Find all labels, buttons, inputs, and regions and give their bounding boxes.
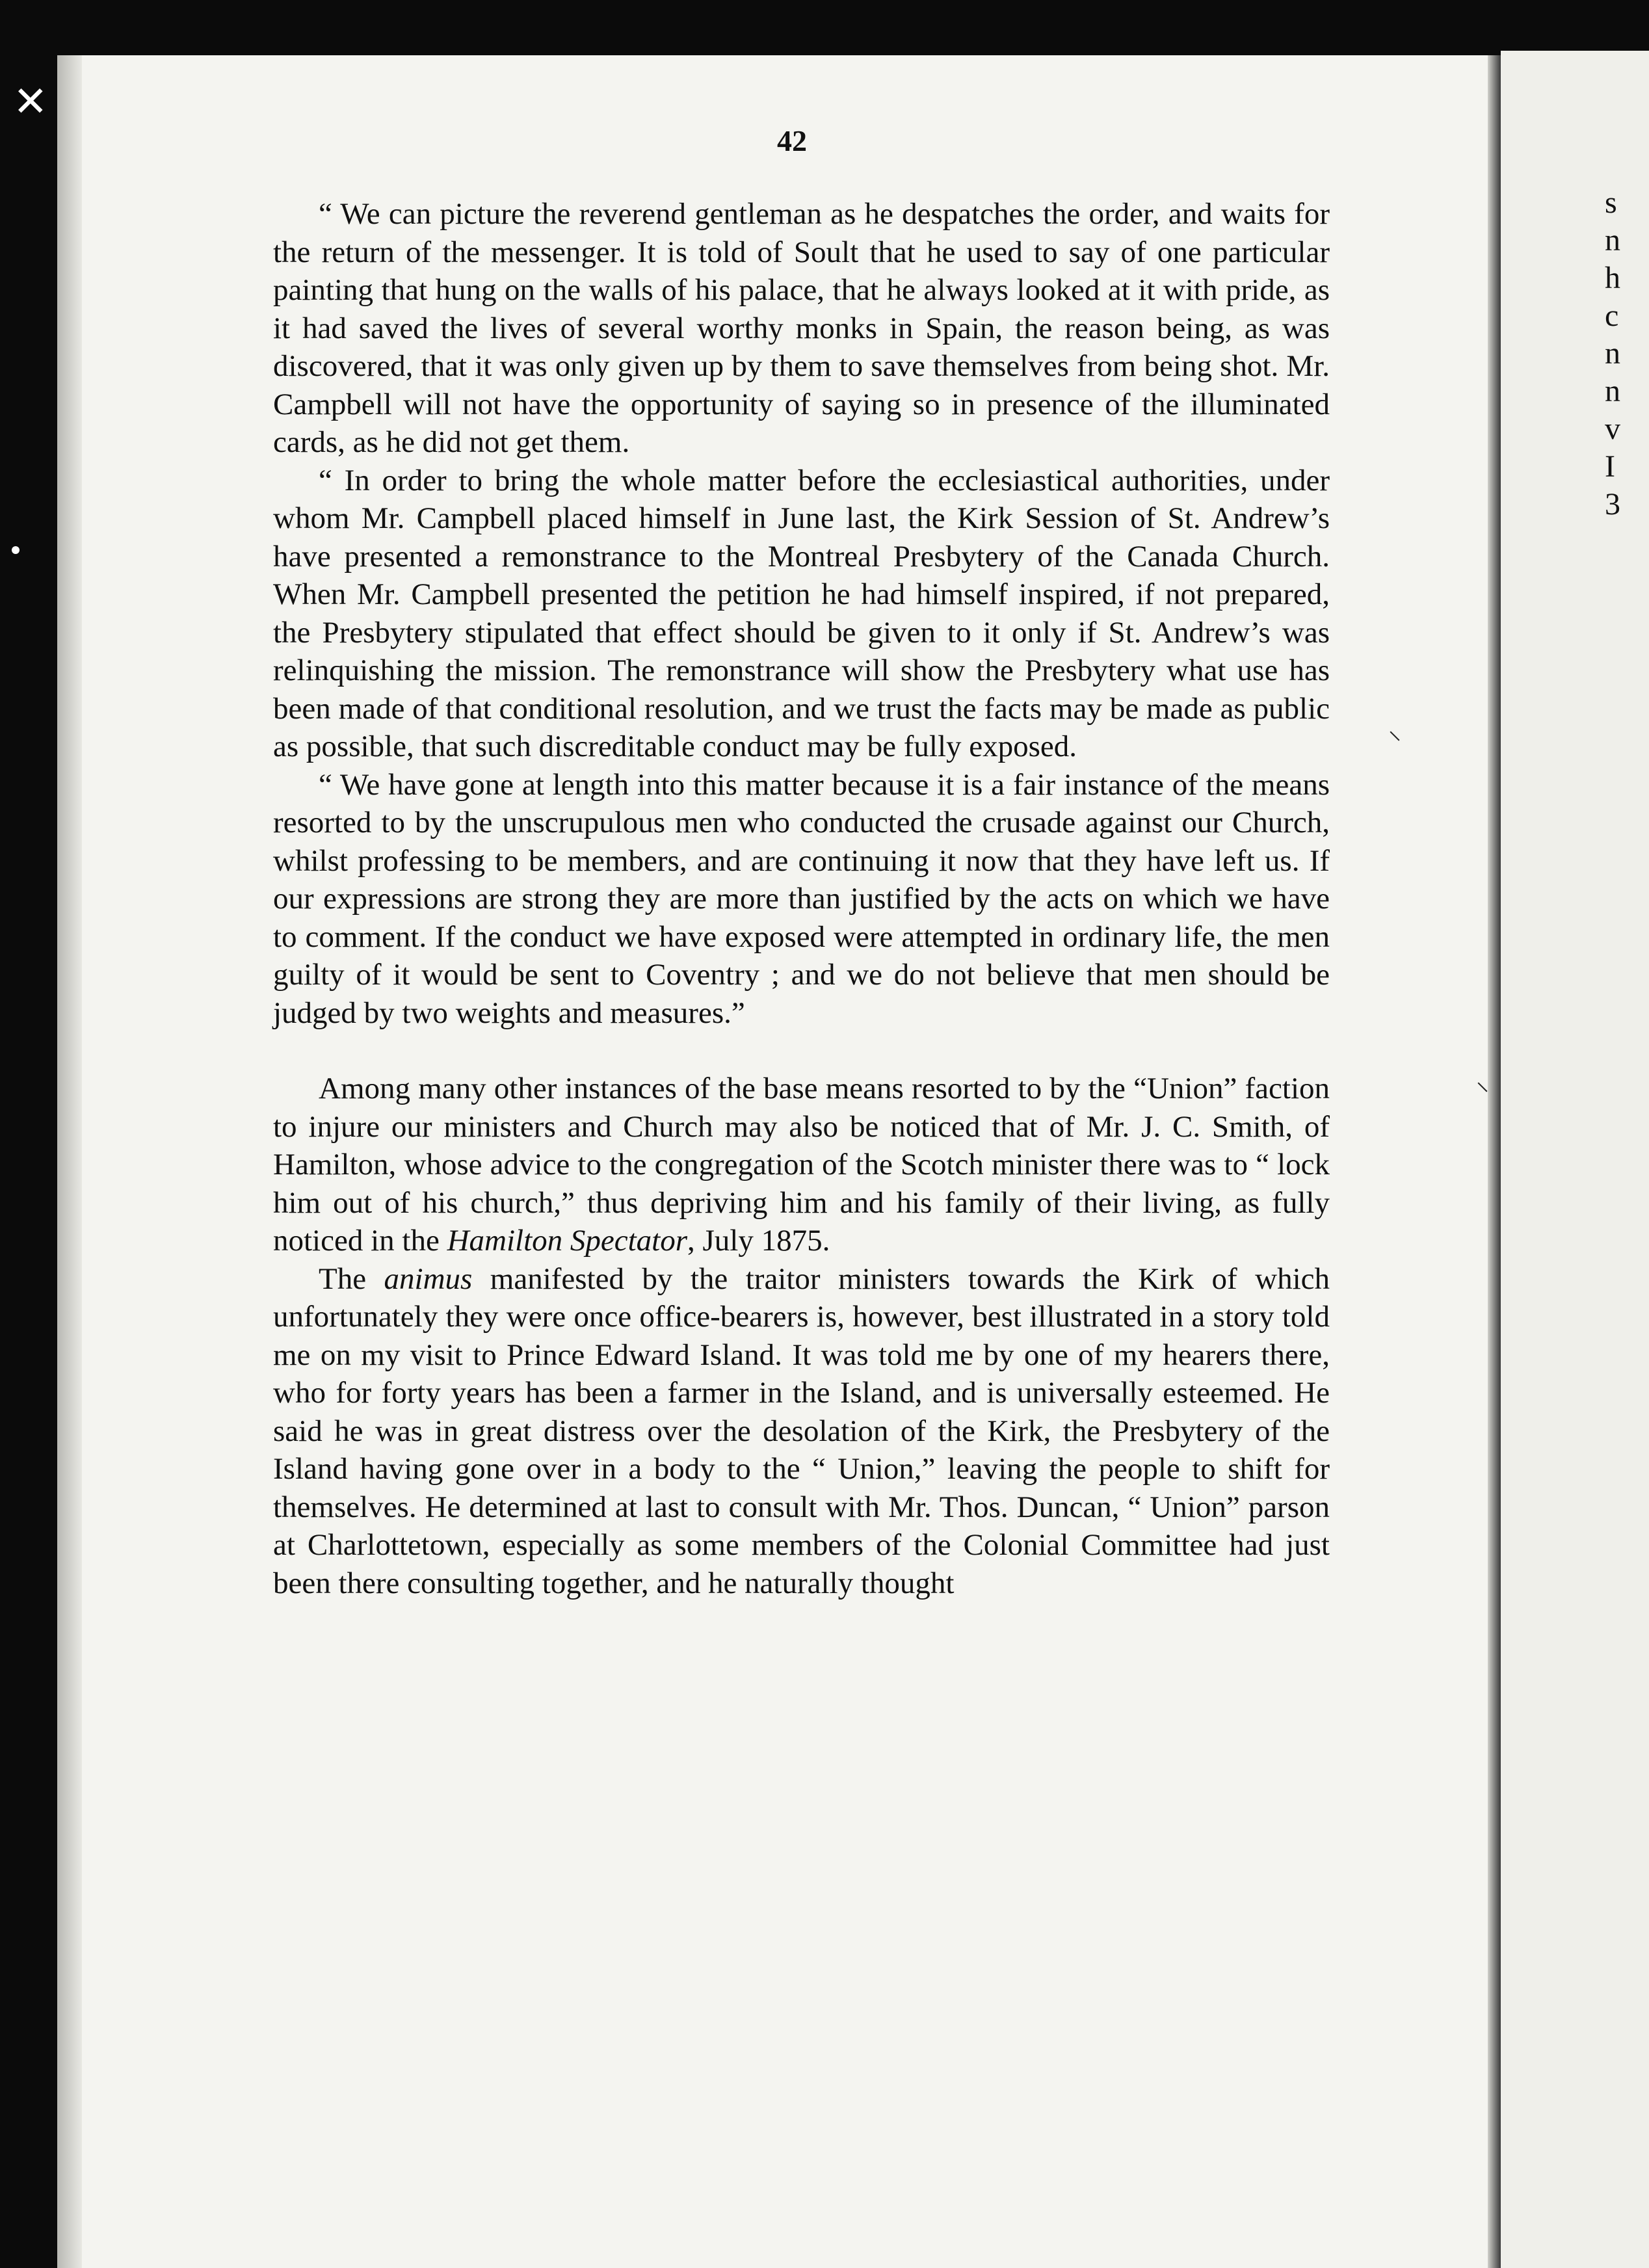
facing-page-glyph: 3 xyxy=(1605,487,1620,521)
page-number: 42 xyxy=(777,124,807,157)
paragraph-text: Kirk of which unfortunately they were once office-bearers is, however, best illustrated in a story told me on my visit to Prince Edward Island. It was told me by one of my hearers there, who for forty years has been a farmer in the Island, and is universally esteemed. He said he was in great distress over the desolation of the Kirk, the Presbytery of the Island having gone over in a body to the “ Union,” leaving the people to shift for themselves. He determined at last to consult with Mr. Thos. Duncan, “ Union” parson at Charlottetown, especially as some members of the Colonial Committee had just been there consulting together, and he naturally thought xyxy=(273,1261,1330,1600)
facing-page-glyph: I xyxy=(1605,449,1615,484)
facing-page-glyph: n xyxy=(1605,374,1620,408)
scan-artifact-mark: ⸌ xyxy=(1476,1077,1489,1107)
page-spine-shadow xyxy=(57,55,82,2268)
paragraph-animus xyxy=(273,1260,1330,1603)
page-body xyxy=(273,195,1330,1602)
paragraph-quote-remonstrance: “ In order to bring the whole matter before the ecclesiastical authorities, under whom Mr. Campbell placed himself in June last, the Kirk Session of St. Andrew’s have presented a remonstrance to the Montreal Presbytery of the Canada Church. When Mr. Campbell presented the petition he had himself inspired, if not prepared, the Presbytery stipulated that effect should be given to it only if St. Andrew’s was relinquishing the mission. The remonstrance will show the Presbytery what use has been made of that conditional resolution, and we trust the facts may be made as public as possible, that such discreditable conduct may be fully exposed. xyxy=(273,463,1330,763)
paragraph-text: Among many other instances of the base means resorted to by the “Union” faction to injure our ministers and Church may also be noticed that of Mr. J. C. Smith, of Hamilton, whose advice to the congregation of the Scotch minister there was to “ lock him out of his church,” thus depriving him and his family of their living, as fully noticed in the xyxy=(273,1072,1330,1258)
facing-page-glyph: c xyxy=(1605,298,1619,333)
book-gutter xyxy=(1488,55,1501,2268)
facing-page-glyph: s xyxy=(1605,185,1617,220)
paragraph-quote-crusade: “ We have gone at length into this matter because it is a fair instance of the means resorted to by the unscrupulous men who conducted the crusade against our Church, whilst professing to be members, and are continuing it now that they have left us. If our expressions are strong they are more than justified by the acts on which we have to comment. If the conduct we have exposed were attempted in ordinary life, the men guilty of it would be sent to Coventry ; and we do not believe that men should be judged by two weights and measures.” xyxy=(273,767,1330,1030)
paragraph-quote-soult: “ We can picture the reverend gentleman as he despatches the order, and waits for the return of the messenger. It is told of Soult that he used to say of one particular painting that hung on the walls of his palace, that he always looked at it with pride, as it had saved the lives of several worthy monks in Spain, the reason being, as was discovered, that it was only given up by them to save themselves from being shot. Mr. Campbell will not have the opportunity of saying so in presence of the illuminated cards, as he did not get them. xyxy=(273,197,1330,459)
facing-page-glyph: n xyxy=(1605,336,1620,371)
scan-artifact-mark: ⸌ xyxy=(1388,726,1401,756)
paragraph-text-tail: , July 1875. xyxy=(687,1224,830,1258)
facing-page-glyph: n xyxy=(1605,223,1620,257)
scan-speck xyxy=(12,546,20,554)
paragraph-text-lead: The xyxy=(319,1261,367,1296)
paragraph-text-mid: manifested by the traitor ministers towards the xyxy=(472,1261,1120,1296)
facing-page-edge xyxy=(1501,51,1649,2268)
newspaper-title: Hamilton Spectator xyxy=(447,1224,688,1258)
facing-page-glyph: h xyxy=(1605,261,1620,295)
italic-term: animus xyxy=(384,1261,473,1296)
paragraph-smith-hamilton xyxy=(273,1070,1330,1260)
facing-page-glyph: v xyxy=(1605,412,1620,446)
scan-edge-mark: ✕ xyxy=(13,79,48,125)
